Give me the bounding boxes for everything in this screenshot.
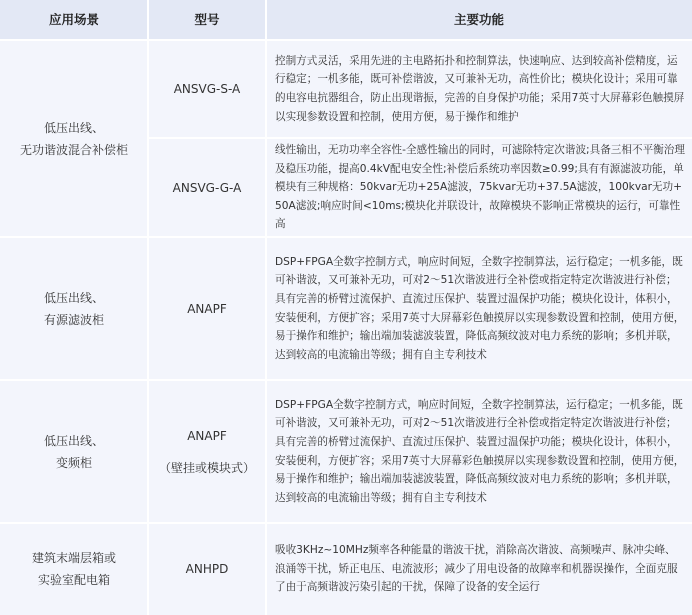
scene-cell-vfd bbox=[0, 380, 148, 523]
scene-line: 实验室配电箱 bbox=[37, 573, 110, 587]
model-cell: ANHPD bbox=[148, 523, 266, 615]
scene-line: 低压出线、 bbox=[43, 290, 104, 305]
function-cell: 线性输出，无功功率全容性-全感性输出的同时，可滤除特定次谐波;具备三相不平衡治理及稳压功能，提高0.4kV配电安全性;补偿后系统功率因数≥0.99;具有有源滤波功能，单模块有三种规格：50kvar无功+25A滤波，75kvar无功+37.5A滤波，100kvar无功+50A滤波;响应时间<10ms;模块化并联设计，故障模块不影响正常模块的运行，可靠性高 bbox=[266, 138, 692, 237]
row-divider bbox=[0, 236, 692, 238]
model-name: ANAPF bbox=[187, 428, 227, 443]
scene-line: 建筑末端层箱或 bbox=[31, 551, 116, 565]
header-scene: 应用场景 bbox=[0, 0, 148, 40]
scene-line: 变频柜 bbox=[55, 455, 92, 470]
row-divider bbox=[0, 522, 692, 524]
scene-cell-active-filter bbox=[0, 237, 148, 380]
row-divider bbox=[0, 39, 692, 41]
row-divider bbox=[148, 137, 692, 139]
function-cell: 吸收3KHz~10MHz频率各种能量的谐波干扰，消除高次谐波、高频噪声、脉冲尖峰、浪涌等干扰，矫正电压、电流波形；减少了用电设备的故障率和机器误操作，全面克服了由于高频谐波污染引起的干扰，保障了设备的安全运行 bbox=[266, 523, 692, 615]
header-function: 主要功能 bbox=[266, 0, 692, 40]
model-cell: ANAPF bbox=[148, 237, 266, 380]
function-cell: DSP+FPGA全数字控制方式，响应时间短，全数字控制算法，运行稳定；一机多能，既可补谐波，又可兼补无功，可对2～51次谐波进行全补偿或指定特定次谐波进行补偿；具有完善的桥臂过流保护、直流过压保护、装置过温保护功能；模块化设计，体积小，安装便利，方便扩容；采用7英寸大屏幕彩色触摸屏以实现参数设置和控制，使用方便，易于操作和维护；输出端加装滤波装置，降低高频纹波对电力系统的影响；多机并联，达到较高的电流输出等级；拥有自主专利技术 bbox=[266, 237, 692, 380]
scene-line: 低压出线、 bbox=[43, 120, 104, 135]
scene-line: 无功谐波混合补偿柜 bbox=[19, 142, 128, 157]
function-cell: 控制方式灵活，采用先进的主电路拓扑和控制算法，快速响应、达到较高补偿精度，运行稳定；一机多能，既可补偿谐波，又可兼补无功，高性价比；模块化设计；采用可靠的电容电抗器组合，防止出现谐振，完善的自身保护功能；采用7英寸大屏幕彩色触摸屏以实现参数设置和控制，使用方便，易于操作和维护 bbox=[266, 40, 692, 138]
model-mount-note: （壁挂或模块式） bbox=[158, 460, 255, 475]
model-cell bbox=[148, 380, 266, 523]
scene-cell-distribution-box bbox=[0, 523, 148, 615]
scene-line: 低压出线、 bbox=[43, 433, 104, 448]
model-cell: ANSVG-S-A bbox=[148, 40, 266, 138]
model-cell: ANSVG-G-A bbox=[148, 138, 266, 237]
header-model: 型号 bbox=[148, 0, 266, 40]
scene-cell-mixed-compensation bbox=[0, 40, 148, 237]
function-cell: DSP+FPGA全数字控制方式，响应时间短，全数字控制算法，运行稳定；一机多能，既可补谐波，又可兼补无功，可对2～51次谐波进行全补偿或指定特定次谐波进行补偿；具有完善的桥臂过流保护、直流过压保护、装置过温保护功能；模块化设计，体积小，安装便利，方便扩容；采用7英寸大屏幕彩色触摸屏以实现参数设置和控制，使用方便，易于操作和维护；输出端加装滤波装置，降低高频纹波对电力系统的影响；多机并联，达到较高的电流输出等级；拥有自主专利技术 bbox=[266, 380, 692, 523]
scene-line: 有源滤波柜 bbox=[43, 312, 104, 327]
row-divider bbox=[0, 379, 692, 381]
